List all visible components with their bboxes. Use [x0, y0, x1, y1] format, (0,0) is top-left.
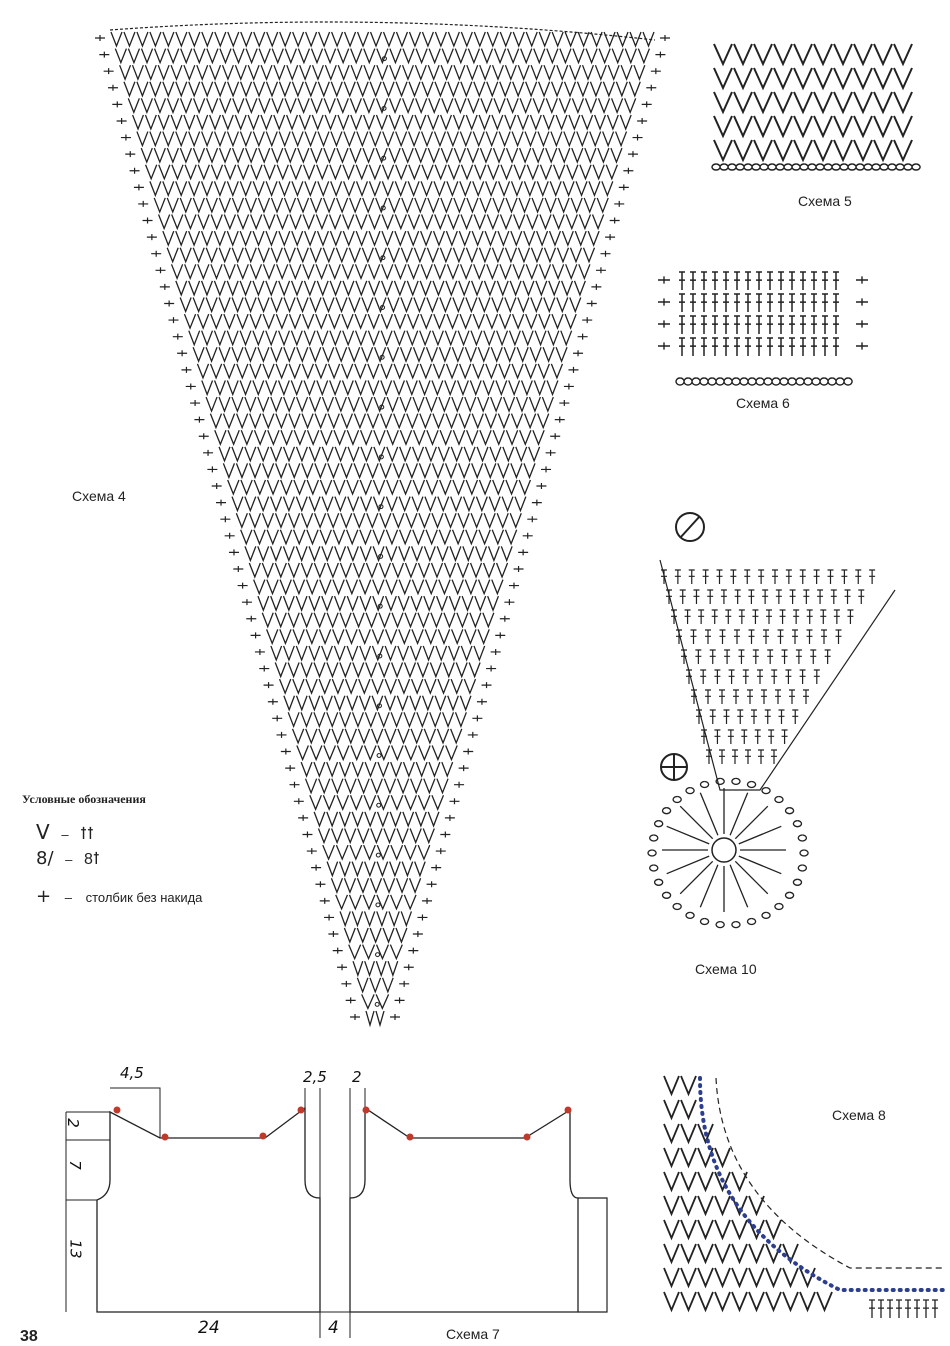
page-number: 38 [20, 1328, 38, 1345]
dim-24-bottom: 24 [198, 1318, 220, 1338]
dim-4-bottom: 4 [328, 1318, 339, 1338]
scheme-5-chart [712, 44, 920, 170]
scheme-6-t-stitches [679, 272, 839, 356]
scheme-8-t-stitches [869, 1300, 938, 1318]
scheme-7-marker-dot [565, 1107, 572, 1114]
scheme-7-marker-dot [114, 1107, 121, 1114]
scheme-5-chain-base [712, 164, 920, 170]
scheme-10-center-ring [712, 838, 736, 862]
legend-symbol-8v: 8/ [36, 848, 54, 869]
scheme-7-marker-dot [260, 1133, 267, 1140]
dim-7-side: 7 [65, 1160, 84, 1170]
dim-4-5: 4,5 [120, 1064, 144, 1082]
scheme-7-label: Схема 7 [446, 1326, 500, 1342]
scheme-4-center-markers [375, 57, 386, 1007]
scheme-4-label: Схема 4 [72, 488, 126, 504]
scheme-10-spokes [662, 788, 786, 912]
scheme-7-top-guides [110, 1088, 365, 1198]
dim-13-side: 13 [66, 1239, 85, 1259]
scheme-7-pattern [63, 1088, 607, 1338]
legend-symbol-v: V [36, 820, 50, 844]
scheme-5-label: Схема 5 [798, 193, 852, 209]
scheme-8-v-stitches [664, 1076, 832, 1310]
scheme-8-inner-curve [716, 1078, 945, 1268]
scheme-7-back-piece [97, 1108, 320, 1312]
scheme-7-front-piece [350, 1108, 578, 1312]
scheme-7-dimension-lines [63, 1112, 607, 1338]
start-symbol-slash [680, 516, 700, 538]
dim-2-side: 2 [63, 1118, 82, 1128]
scheme-8-chart [664, 1076, 945, 1318]
scheme-10-fan-outline [660, 560, 895, 790]
dim-2-5: 2,5 [303, 1068, 327, 1086]
scheme-6-label: Схема 6 [736, 395, 790, 411]
scheme-7-marker-dot [363, 1107, 370, 1114]
scheme-7-marker-dot [524, 1134, 531, 1141]
legend-dash: – [61, 827, 69, 842]
scheme-7-side-panel [578, 1198, 607, 1312]
scheme-4-fan-diagram [95, 22, 670, 1025]
scheme-10-chart [648, 513, 895, 928]
legend-meaning-plus: столбик без накида [85, 890, 203, 905]
legend-title: Условные обозначения [22, 792, 146, 806]
scheme-5-v-stitches [714, 44, 912, 160]
scheme-8-label: Схема 8 [832, 1107, 886, 1123]
legend-dash: – [64, 890, 72, 905]
scheme-10-outer-ring [648, 778, 808, 927]
dim-2-top: 2 [352, 1068, 362, 1086]
scheme-4-top-edge [110, 22, 655, 40]
scheme-6-chain-base [676, 378, 852, 385]
scheme-7-marker-dot [298, 1107, 305, 1114]
scheme-6-chart [658, 272, 868, 385]
scheme-7-marker-dot [407, 1134, 414, 1141]
scheme-10-label: Схема 10 [695, 961, 757, 977]
legend-meaning-v: ꝉꝉ [80, 826, 94, 843]
legend-meaning-8v: 8ꝉ [84, 851, 100, 868]
scheme-4-v-stitches [111, 32, 654, 1025]
legend-symbol-plus: + [36, 886, 52, 907]
legend-dash: – [65, 852, 73, 867]
scheme-7-marker-dot [162, 1134, 169, 1141]
